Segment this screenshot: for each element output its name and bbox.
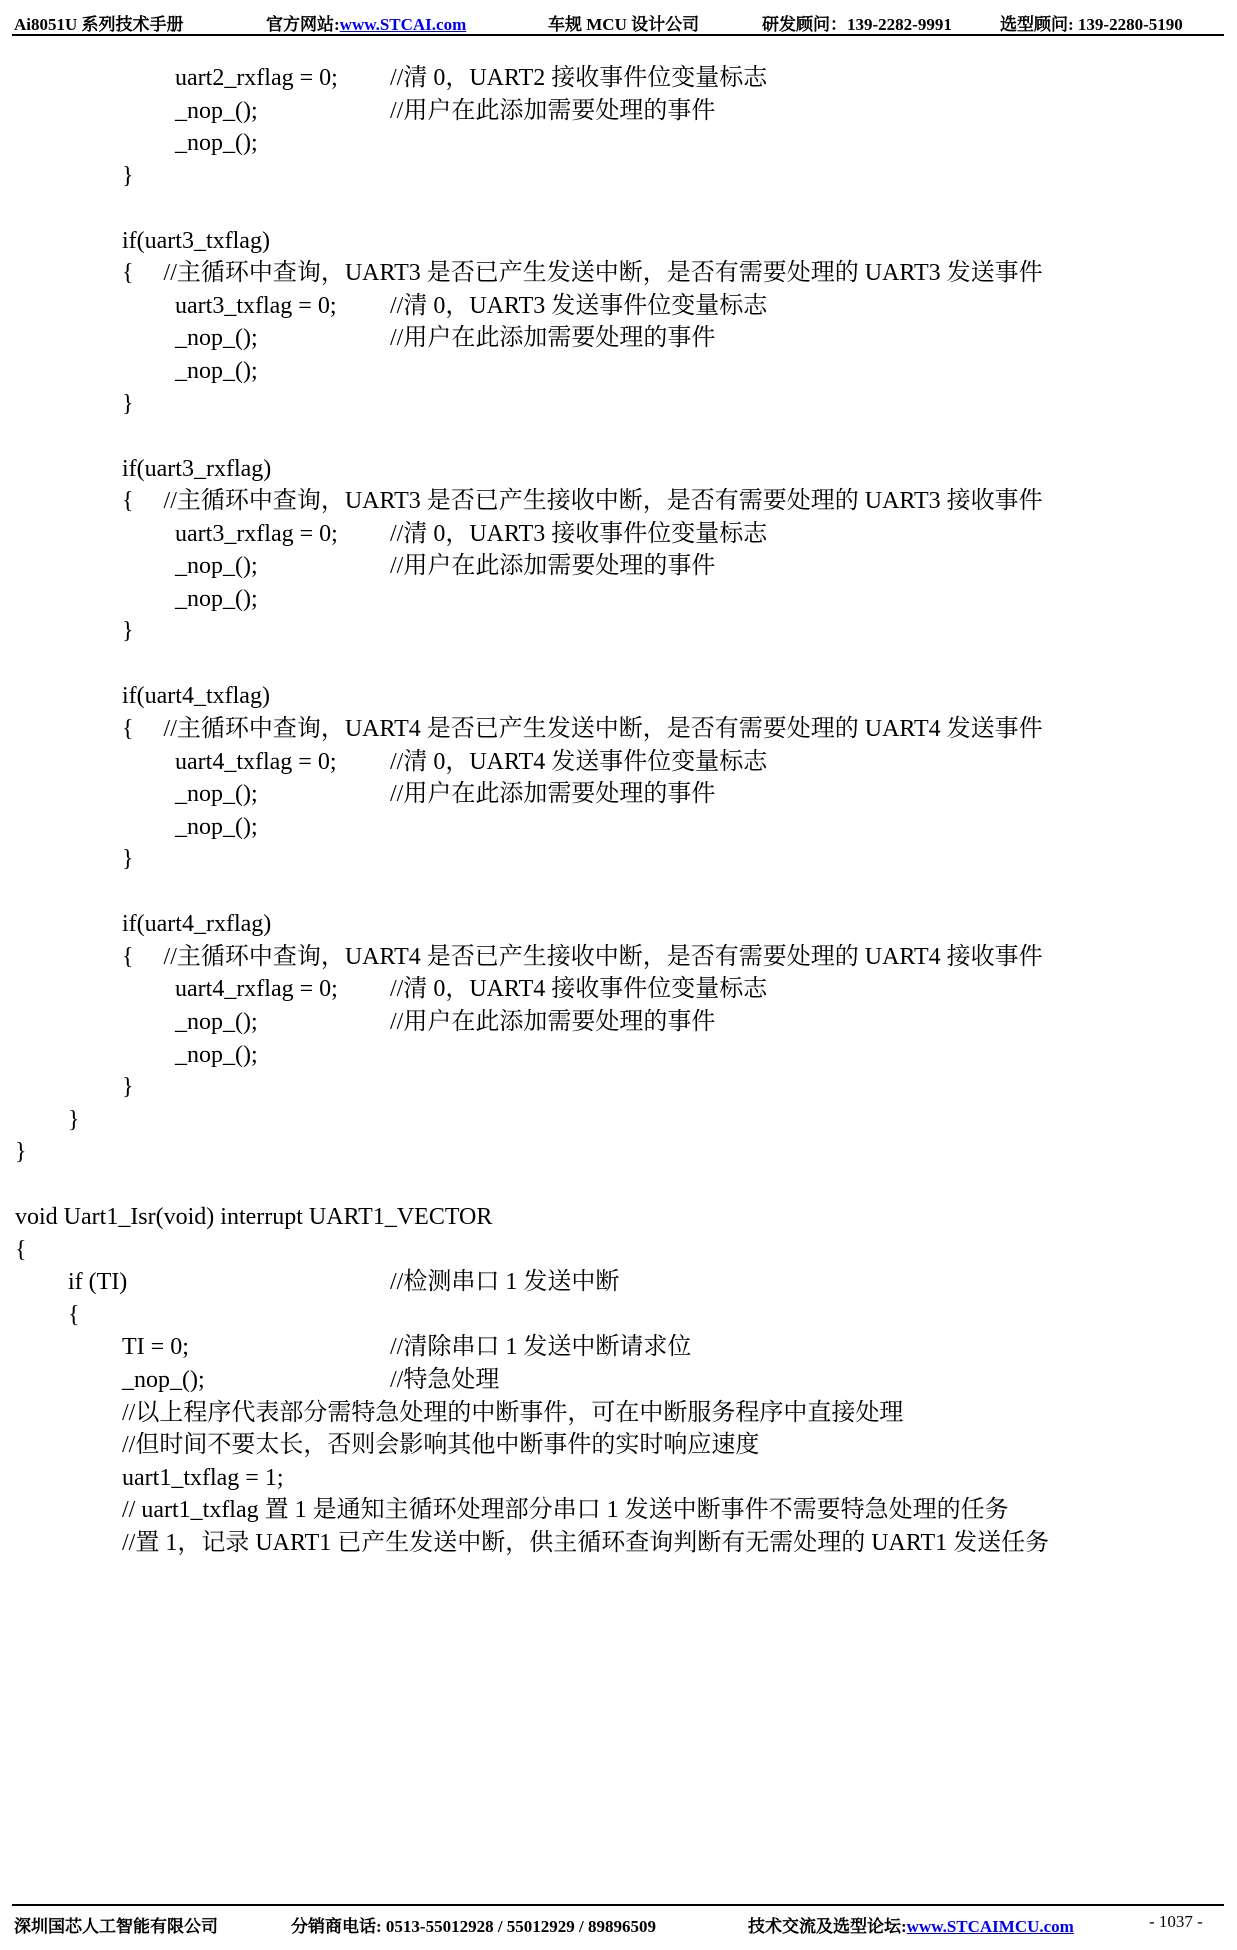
footer-phone: 分销商电话: 0513-55012928 / 55012929 / 89896509 bbox=[291, 1917, 657, 1936]
code-line: if(uart3_rxflag) bbox=[122, 455, 272, 482]
code-comment: //用户在此添加需要处理的事件 bbox=[390, 1008, 716, 1035]
company-tagline: 车规 MCU 设计公司 bbox=[548, 15, 700, 34]
page-header bbox=[14, 8, 1223, 34]
code-line: _nop_(); bbox=[122, 1367, 205, 1393]
page-number: - 1037 - bbox=[1149, 1912, 1203, 1931]
code-line: _nop_(); bbox=[175, 325, 258, 352]
code-line: uart3_txflag = 0; bbox=[175, 292, 337, 319]
code-comment: //用户在此添加需要处理的事件 bbox=[390, 97, 716, 124]
code-comment: //特急处理 bbox=[390, 1367, 500, 1393]
footer-company: 深圳国芯人工智能有限公司 bbox=[14, 1917, 218, 1936]
rd-advisor: 研发顾问：139-2282-9991 bbox=[762, 15, 952, 34]
code-line: _nop_(); bbox=[175, 585, 258, 612]
code-line: //但时间不要太长，否则会影响其他中断事件的实时响应速度 bbox=[122, 1432, 760, 1459]
code-line: { //主循环中查询，UART4 是否已产生接收中断，是否有需要处理的 UART4 接收事件 bbox=[122, 943, 1043, 970]
code-line: if(uart3_txflag) bbox=[122, 227, 270, 254]
code-line: } bbox=[122, 390, 134, 417]
code-line: { bbox=[68, 1301, 80, 1328]
code-line: if(uart4_rxflag) bbox=[122, 911, 272, 938]
header-rule bbox=[12, 34, 1224, 36]
code-comment: //检测串口 1 发送中断 bbox=[390, 1269, 620, 1296]
website-link[interactable]: www.STCAI.com bbox=[339, 15, 467, 34]
code-line: // uart1_txflag 置 1 是通知主循环处理部分串口 1 发送中断事件不需要特急处理的任务 bbox=[122, 1497, 1009, 1524]
code-line: } bbox=[122, 162, 134, 189]
code-line: _nop_(); bbox=[175, 553, 258, 580]
code-line: } bbox=[15, 1139, 27, 1166]
code-line: _nop_(); bbox=[175, 781, 258, 808]
code-comment: //清 0，UART4 发送事件位变量标志 bbox=[390, 748, 768, 775]
code-comment: //用户在此添加需要处理的事件 bbox=[390, 325, 716, 352]
code-line: uart3_rxflag = 0; bbox=[175, 520, 338, 547]
code-line: } bbox=[122, 846, 134, 873]
code-line: if (TI) bbox=[68, 1269, 128, 1296]
forum-link[interactable]: www.STCAIMCU.com bbox=[906, 1917, 1074, 1936]
code-line: uart1_txflag = 1; bbox=[122, 1464, 284, 1491]
code-line: uart4_rxflag = 0; bbox=[175, 976, 338, 1003]
forum-label: 技术交流及选型论坛: bbox=[748, 1917, 907, 1936]
selection-advisor: 选型顾问: 139-2280-5190 bbox=[1000, 15, 1183, 34]
code-line: _nop_(); bbox=[175, 1041, 258, 1068]
code-line: _nop_(); bbox=[175, 130, 258, 157]
code-line: //以上程序代表部分需特急处理的中断事件，可在中断服务程序中直接处理 bbox=[122, 1399, 904, 1426]
website bbox=[266, 10, 466, 35]
code-line: } bbox=[122, 1074, 134, 1101]
code-comment: //用户在此添加需要处理的事件 bbox=[390, 781, 716, 808]
code-line: } bbox=[68, 1106, 80, 1133]
code-line: //置 1，记录 UART1 已产生发送中断，供主循环查询判断有无需处理的 UART1 发送任务 bbox=[122, 1529, 1050, 1556]
code-comment: //清 0，UART4 接收事件位变量标志 bbox=[390, 976, 768, 1003]
code-line: _nop_(); bbox=[175, 813, 258, 840]
code-line: if(uart4_txflag) bbox=[122, 683, 270, 710]
code-line: { bbox=[15, 1236, 27, 1263]
code-line: } bbox=[122, 618, 134, 645]
code-comment: //清 0，UART3 接收事件位变量标志 bbox=[390, 520, 768, 547]
code-line: TI = 0; bbox=[122, 1334, 189, 1361]
code-line: _nop_(); bbox=[175, 1008, 258, 1035]
code-line: _nop_(); bbox=[175, 357, 258, 384]
footer-rule bbox=[12, 1904, 1224, 1906]
code-comment: //清 0，UART2 接收事件位变量标志 bbox=[390, 65, 768, 91]
code-comment: //清除串口 1 发送中断请求位 bbox=[390, 1334, 692, 1361]
code-line: { //主循环中查询，UART4 是否已产生发送中断，是否有需要处理的 UART4 发送事件 bbox=[122, 716, 1043, 742]
code-comment: //清 0，UART3 发送事件位变量标志 bbox=[390, 292, 768, 319]
manual-title: Ai8051U 系列技术手册 bbox=[14, 15, 184, 34]
code-line: { //主循环中查询，UART3 是否已产生接收中断，是否有需要处理的 UART3 接收事件 bbox=[122, 488, 1043, 515]
code-line: _nop_(); bbox=[175, 97, 258, 124]
page-footer bbox=[14, 1910, 1223, 1938]
forum bbox=[748, 1912, 1074, 1937]
website-label: 官方网站: bbox=[266, 15, 340, 34]
code-line: uart2_rxflag = 0; bbox=[175, 65, 338, 91]
code-comment: //用户在此添加需要处理的事件 bbox=[390, 553, 716, 580]
code-line: void Uart1_Isr(void) interrupt UART1_VECTOR bbox=[15, 1204, 493, 1231]
code-line: uart4_txflag = 0; bbox=[175, 748, 337, 775]
code-line: { //主循环中查询，UART3 是否已产生发送中断，是否有需要处理的 UART3 发送事件 bbox=[122, 260, 1043, 287]
